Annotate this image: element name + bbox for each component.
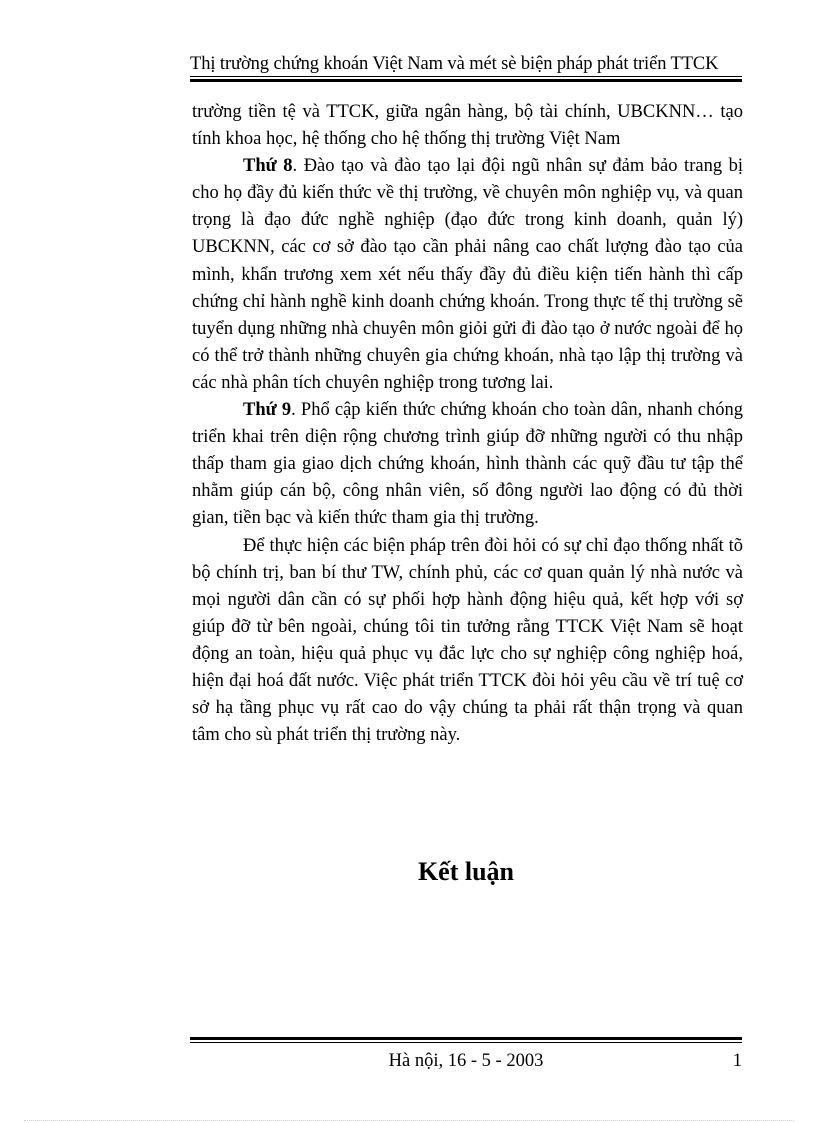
page-number: 1 — [732, 1051, 742, 1071]
paragraph-continuation-text: trường tiền tệ và TTCK, giữa ngân hàng, bộ tài chính, UBCKNN… tạo tính khoa học, hệ thống cho hệ thống thị trường Việt Nam — [192, 102, 743, 150]
paragraph-thu-9-text: . Phổ cập kiến thức chứng khoán cho toàn dân, nhanh chóng triển khai trên diện rộng chương trình giúp đỡ những người có thu nhập thấp tham gia giao dịch chứng khoán, hình thành các quỹ đầu tư tập thể nhằm giúp cán bộ, công nhân viên, số đông người lao động có đủ thời gian, tiền bạc và kiến thức tham gia thị trường. — [192, 400, 743, 529]
paragraph-thu-8 — [192, 153, 743, 397]
page-edge-divider — [24, 1120, 794, 1121]
paragraph-summary — [192, 533, 743, 750]
body-text — [192, 99, 743, 749]
paragraph-summary-text: Để thực hiện các biện pháp trên đòi hỏi có sự chỉ đạo thống nhất tõ bộ chính trị, ban bí thư TW, chính phủ, các cơ quan quản lý nhà nước và mọi người dân cần có sự phối hợp hành động hiệu quả, kết hợp với sợ giúp đỡ từ bên ngoài, chúng tôi tin tưởng rằng TTCK Việt Nam sẽ hoạt động an toàn, hiệu quả phục vụ đắc lực cho sự nghiệp công nghiệp hoá, hiện đại hoá đất nước. Việc phát triển TTCK đòi hỏi yêu cầu về trí tuệ cơ sở hạ tầng phục vụ rất cao do vậy chúng ta phải rất thận trọng và quan tâm cho sù phát triển thị trường này. — [192, 535, 743, 746]
section-heading: Kết luận — [417, 857, 515, 886]
header-rule-thin — [190, 76, 742, 77]
footer-date: Hà nội, 16 - 5 - 2003 — [388, 1051, 544, 1071]
paragraph-thu-8-label: Thứ 8 — [243, 156, 293, 177]
paragraph-thu-9-label: Thứ 9 — [243, 400, 292, 421]
header-rule-thick — [190, 79, 742, 82]
page-header — [190, 52, 742, 76]
paragraph-continuation — [192, 99, 743, 153]
paragraph-thu-8-text: . Đào tạo và đào tạo lại đội ngũ nhân sự đảm bảo trang bị cho họ đầy đủ kiến thức về thị trường, về chuyên môn nghiệp vụ, và quan trọng là đạo đức nghề nghiệp (đạo đức trong kinh doanh, quản lý) UBCKNN, các cơ sở đào tạo cần phải nâng cao chất lượng đào tạo của mình, khẩn trương xem xét nếu thấy đầy đủ điều kiện tiến hành thì cấp chứng chỉ hành nghề kinh doanh chứng khoán. Trong thực tế thị trường sẽ tuyển dụng những nhà chuyên môn giỏi gửi đi đào tạo ở nước ngoài để họ có thể trở thành những chuyên gia chứng khoán, nhà tạo lập thị trường và các nhà phân tích chuyên nghiệp trong tương lai. — [192, 156, 743, 393]
header-title: Thị trường chứng khoán Việt Nam và mét sè biện pháp phát triển TTCK — [190, 54, 719, 74]
paragraph-thu-9 — [192, 397, 743, 532]
footer-rule-thick — [190, 1037, 742, 1040]
footer-rule-thin — [190, 1042, 742, 1043]
